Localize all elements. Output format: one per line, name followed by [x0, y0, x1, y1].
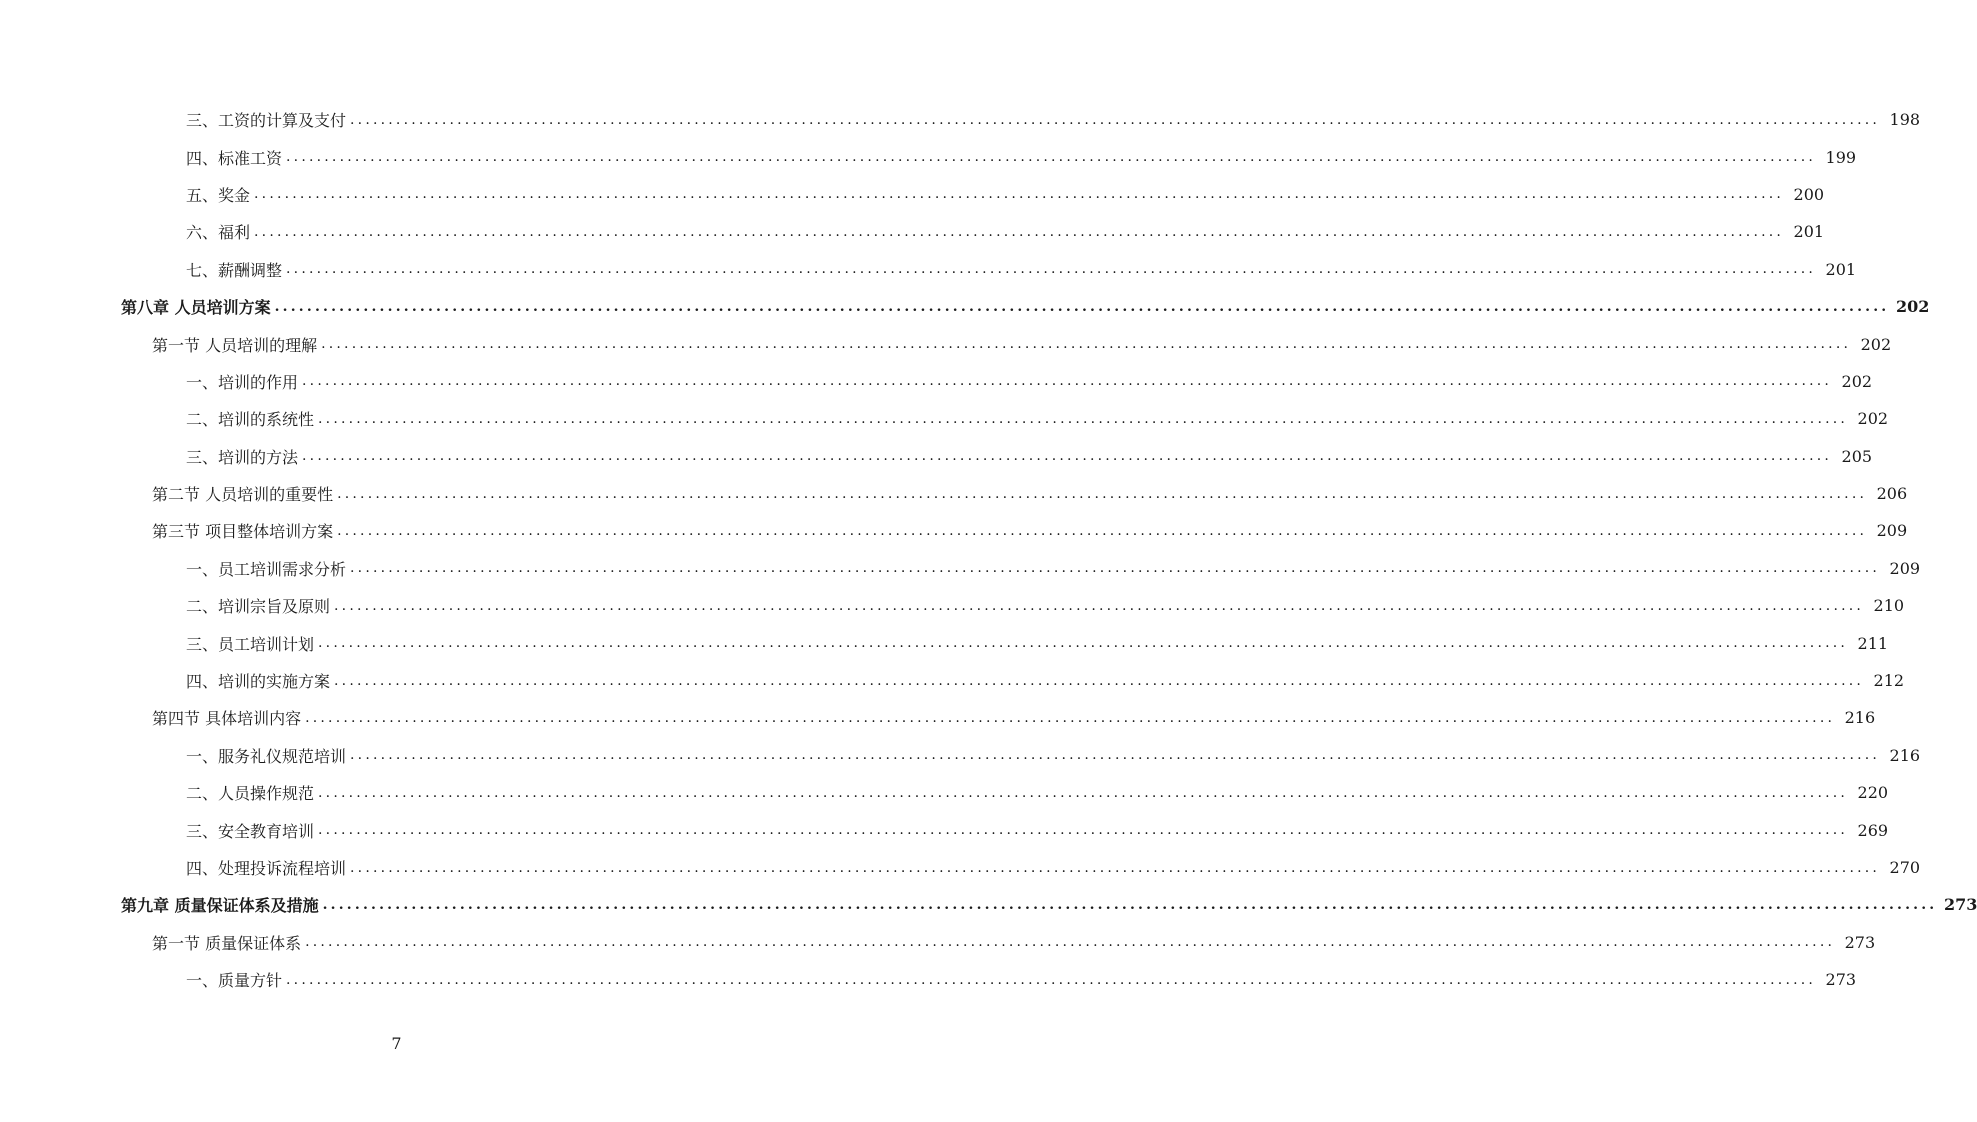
- toc-dot-leader: ........................................................................................................................................................................................................: [337, 485, 1868, 502]
- toc-entry-page-number: 220: [1857, 783, 1889, 803]
- toc-entry-page-number: 199: [1825, 147, 1857, 167]
- toc-entry-title: 三、员工培训计划: [186, 634, 315, 654]
- toc-dot-leader: ........................................................................................................................................................................................................: [305, 709, 1836, 726]
- toc-entry-title: 二、培训的系统性: [186, 410, 315, 430]
- toc-entry-page-number: 201: [1793, 222, 1825, 242]
- toc-subsection-entry[interactable]: [0, 961, 1857, 998]
- toc-entry-page-number: 269: [1857, 820, 1889, 840]
- toc-entry-page-number: 273: [1825, 970, 1857, 990]
- toc-entry-page-number: 273: [1844, 932, 1876, 952]
- toc-dot-leader: ........................................................................................................................................................................................................: [350, 560, 1881, 577]
- toc-subsection-entry[interactable]: [0, 587, 1905, 624]
- toc-chapter-entry[interactable]: [0, 886, 1977, 923]
- toc-subsection-entry[interactable]: [0, 550, 1921, 587]
- toc-entry-page-number: 202: [1857, 409, 1889, 429]
- toc-entry-title: 第二节 人员培训的重要性: [152, 485, 334, 505]
- toc-subsection-entry[interactable]: [0, 363, 1873, 400]
- toc-entry-title: 第四节 具体培训内容: [152, 709, 302, 729]
- toc-subsection-entry[interactable]: [0, 438, 1873, 475]
- toc-entry-page-number: 200: [1793, 184, 1825, 204]
- toc-dot-leader: ........................................................................................................................................................................................................: [318, 410, 1849, 427]
- toc-entry-title: 三、工资的计算及支付: [186, 111, 347, 131]
- toc-dot-leader: ........................................................................................................................................................................................................: [321, 336, 1852, 353]
- toc-entry-title: 第八章 人员培训方案: [121, 298, 271, 318]
- toc-entry-page-number: 212: [1873, 671, 1905, 691]
- toc-entry-title: 四、标准工资: [186, 148, 283, 168]
- toc-dot-leader: ........................................................................................................................................................................................................: [337, 522, 1868, 539]
- toc-entry-title: 第九章 质量保证体系及措施: [121, 896, 319, 916]
- toc-dot-leader: ........................................................................................................................................................................................................: [305, 934, 1836, 951]
- toc-subsection-entry[interactable]: [0, 662, 1905, 699]
- toc-entry-title: 一、员工培训需求分析: [186, 559, 347, 579]
- toc-entry-page-number: 206: [1876, 484, 1908, 504]
- toc-chapter-entry[interactable]: [0, 288, 1930, 325]
- toc-entry-title: 一、质量方针: [186, 971, 283, 991]
- toc-entry-title: 二、培训宗旨及原则: [186, 597, 331, 617]
- toc-entry-page-number: 202: [1860, 334, 1892, 354]
- toc-entry-page-number: 216: [1844, 708, 1876, 728]
- toc-subsection-entry[interactable]: [0, 101, 1921, 138]
- toc-subsection-entry[interactable]: [0, 849, 1921, 886]
- toc-entry-page-number: 198: [1889, 110, 1921, 130]
- toc-entry-title: 五、奖金: [186, 185, 251, 205]
- toc-dot-leader: ........................................................................................................................................................................................................: [318, 822, 1849, 839]
- toc-dot-leader: ........................................................................................................................................................................................................: [334, 597, 1865, 614]
- toc-entry-page-number: 209: [1876, 521, 1908, 541]
- toc-dot-leader: ........................................................................................................................................................................................................: [254, 186, 1785, 203]
- toc-dot-leader: ........................................................................................................................................................................................................: [254, 223, 1785, 240]
- toc-entry-page-number: 205: [1841, 446, 1873, 466]
- toc-subsection-entry[interactable]: [0, 251, 1857, 288]
- toc-entry-page-number: 202: [1895, 297, 1930, 317]
- toc-dot-leader: ........................................................................................................................................................................................................: [350, 747, 1881, 764]
- toc-subsection-entry[interactable]: [0, 176, 1825, 213]
- toc-entry-title: 一、培训的作用: [186, 372, 299, 392]
- toc-dot-leader: ........................................................................................................................................................................................................: [350, 111, 1881, 128]
- toc-entry-title: 第一节 质量保证体系: [152, 933, 302, 953]
- toc-dot-leader: ........................................................................................................................................................................................................: [286, 149, 1817, 166]
- toc-subsection-entry[interactable]: [0, 624, 1889, 661]
- toc-entry-page-number: 211: [1857, 633, 1889, 653]
- toc-entry-title: 三、安全教育培训: [186, 821, 315, 841]
- toc-dot-leader: ........................................................................................................................................................................................................: [334, 672, 1865, 689]
- toc-dot-leader: ........................................................................................................................................................................................................: [302, 373, 1833, 390]
- toc-dot-leader: ........................................................................................................................................................................................................: [302, 448, 1833, 465]
- toc-subsection-entry[interactable]: [0, 774, 1889, 811]
- toc-dot-leader: ........................................................................................................................................................................................................: [286, 971, 1817, 988]
- toc-subsection-entry[interactable]: [0, 811, 1889, 848]
- toc-entry-page-number: 273: [1943, 895, 1977, 915]
- page-number: 7: [391, 1034, 402, 1053]
- toc-entry-page-number: 202: [1841, 371, 1873, 391]
- toc-dot-leader: ........................................................................................................................................................................................................: [350, 859, 1881, 876]
- toc-entry-title: 七、薪酬调整: [186, 260, 283, 280]
- toc-section-entry[interactable]: [0, 924, 1876, 961]
- toc-subsection-entry[interactable]: [0, 737, 1921, 774]
- toc-entry-title: 一、服务礼仪规范培训: [186, 746, 347, 766]
- toc-entry-page-number: 209: [1889, 558, 1921, 578]
- toc-section-entry[interactable]: [0, 512, 1908, 549]
- toc-subsection-entry[interactable]: [0, 400, 1889, 437]
- toc-entry-page-number: 201: [1825, 259, 1857, 279]
- toc-dot-leader: ........................................................................................................................................................................................................: [318, 784, 1849, 801]
- toc-section-entry[interactable]: [0, 475, 1908, 512]
- toc-entry-title: 四、处理投诉流程培训: [186, 859, 347, 878]
- toc-dot-leader: ........................................................................................................................................................................................................: [318, 635, 1849, 652]
- table-of-contents: [0, 101, 1977, 998]
- toc-entry-page-number: 210: [1873, 596, 1905, 616]
- toc-dot-leader: ........................................................................................................................................................................................................: [274, 298, 1890, 315]
- toc-entry-page-number: 270: [1889, 858, 1921, 877]
- toc-dot-leader: ........................................................................................................................................................................................................: [322, 896, 1938, 913]
- toc-subsection-entry[interactable]: [0, 213, 1825, 250]
- toc-section-entry[interactable]: [0, 699, 1876, 736]
- toc-entry-page-number: 216: [1889, 745, 1921, 765]
- toc-section-entry[interactable]: [0, 325, 1892, 362]
- toc-dot-leader: ........................................................................................................................................................................................................: [286, 261, 1817, 278]
- toc-entry-title: 第三节 项目整体培训方案: [152, 522, 334, 542]
- toc-entry-title: 六、福利: [186, 223, 251, 243]
- toc-subsection-entry[interactable]: [0, 138, 1857, 175]
- toc-entry-title: 四、培训的实施方案: [186, 672, 331, 692]
- toc-entry-title: 第一节 人员培训的理解: [152, 335, 318, 355]
- toc-entry-title: 二、人员操作规范: [186, 784, 315, 804]
- toc-entry-title: 三、培训的方法: [186, 447, 299, 467]
